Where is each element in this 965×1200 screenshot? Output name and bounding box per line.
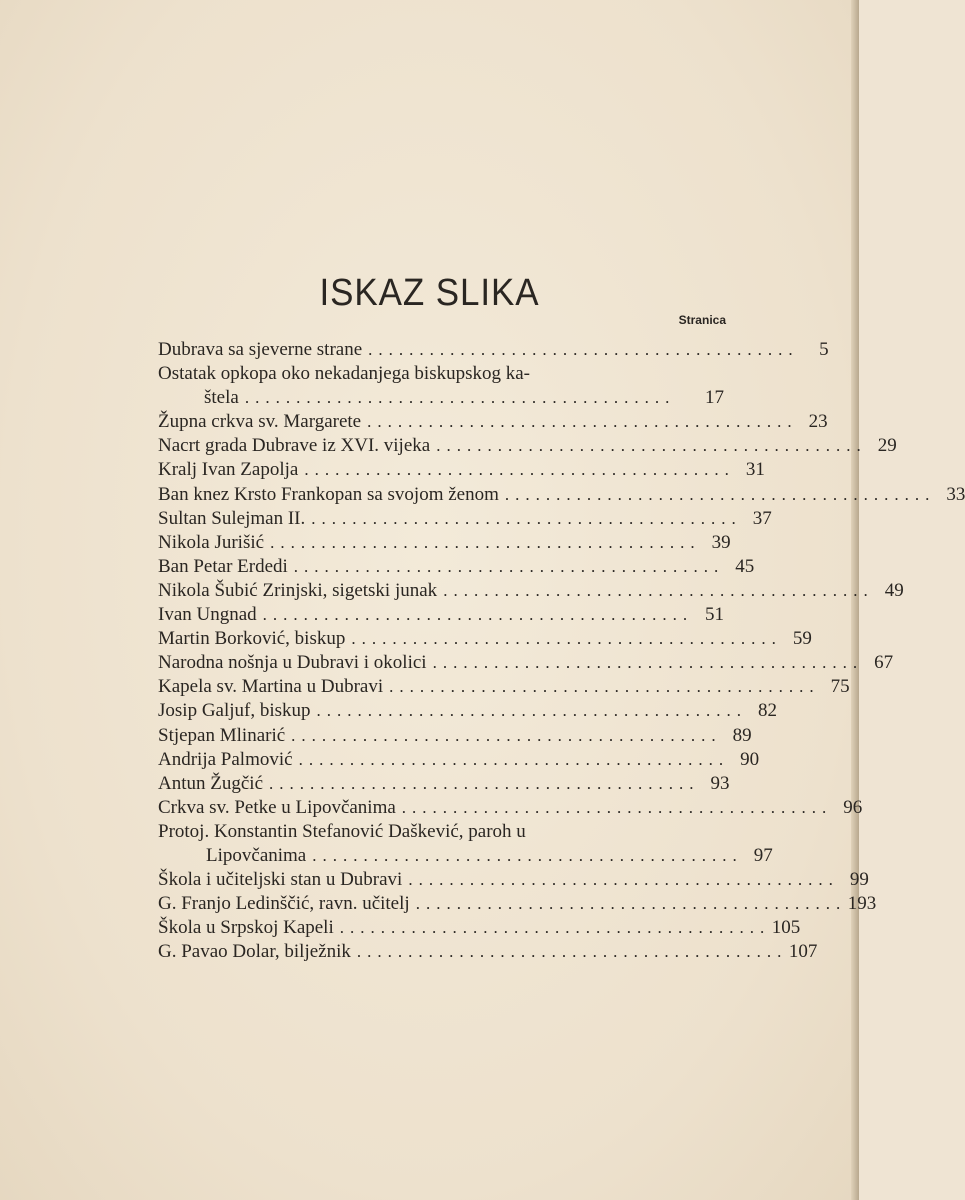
list-item: Nacrt grada Dubrave iz XVI. vijeka .......................................... 29 <box>158 435 897 457</box>
column-header-page: Stranica <box>678 313 726 327</box>
list-item: Ban Petar Erdedi .......................................... 45 <box>158 555 755 577</box>
list-item: štela .......................................... 17 <box>204 387 724 409</box>
list-item: Ostatak opkopa oko nekadanjega biskupskog ka- <box>158 363 530 385</box>
list-item: Škola i učiteljski stan u Dubravi .......................................... 99 <box>158 869 869 891</box>
list-item: Crkva sv. Petke u Lipovčanima .......................................... 96 <box>158 796 863 818</box>
list-item: Protoj. Konstantin Stefanović Daškević, paroh u <box>158 820 526 842</box>
figure-list <box>158 338 965 964</box>
list-item: Župna crkva sv. Margarete .......................................... 23 <box>158 411 828 433</box>
list-item: Škola u Srpskoj Kapeli .......................................... 105 <box>158 917 801 939</box>
list-item: Andrija Palmović .......................................... 90 <box>158 748 760 770</box>
list-item: G. Pavao Dolar, bilježnik .......................................... 107 <box>158 941 818 963</box>
list-item: Kapela sv. Martina u Dubravi .......................................... 75 <box>158 676 850 698</box>
list-item: G. Franjo Ledinščić, ravn. učitelj .......................................... 193 <box>158 893 877 915</box>
list-item: Antun Žugčić .......................................... 93 <box>158 772 730 794</box>
list-item: Ban knez Krsto Frankopan sa svojom ženom .......................................... 33 <box>158 483 965 505</box>
list-item: Dubrava sa sjeverne strane .......................................... 5 <box>158 339 829 360</box>
list-item: Josip Galjuf, biskup .......................................... 82 <box>158 700 778 722</box>
list-item: Martin Borković, biskup .......................................... 59 <box>158 628 812 650</box>
list-item: Narodna nošnja u Dubravi i okolici .......................................... 67 <box>158 652 894 674</box>
list-item: Lipovčanima .......................................... 97 <box>206 844 773 866</box>
list-item: Nikola Jurišić .......................................... 39 <box>158 531 731 553</box>
page-title: ISKAZ SLIKA <box>319 272 540 314</box>
list-item: Ivan Ungnad .......................................... 51 <box>158 604 724 626</box>
list-item: Nikola Šubić Zrinjski, sigetski junak .......................................... 49 <box>158 579 904 601</box>
list-item: Sultan Sulejman II. .......................................... 37 <box>158 507 772 529</box>
list-item: Kralj Ivan Zapolja .......................................... 31 <box>158 459 765 481</box>
list-item: Stjepan Mlinarić .......................................... 89 <box>158 724 752 746</box>
